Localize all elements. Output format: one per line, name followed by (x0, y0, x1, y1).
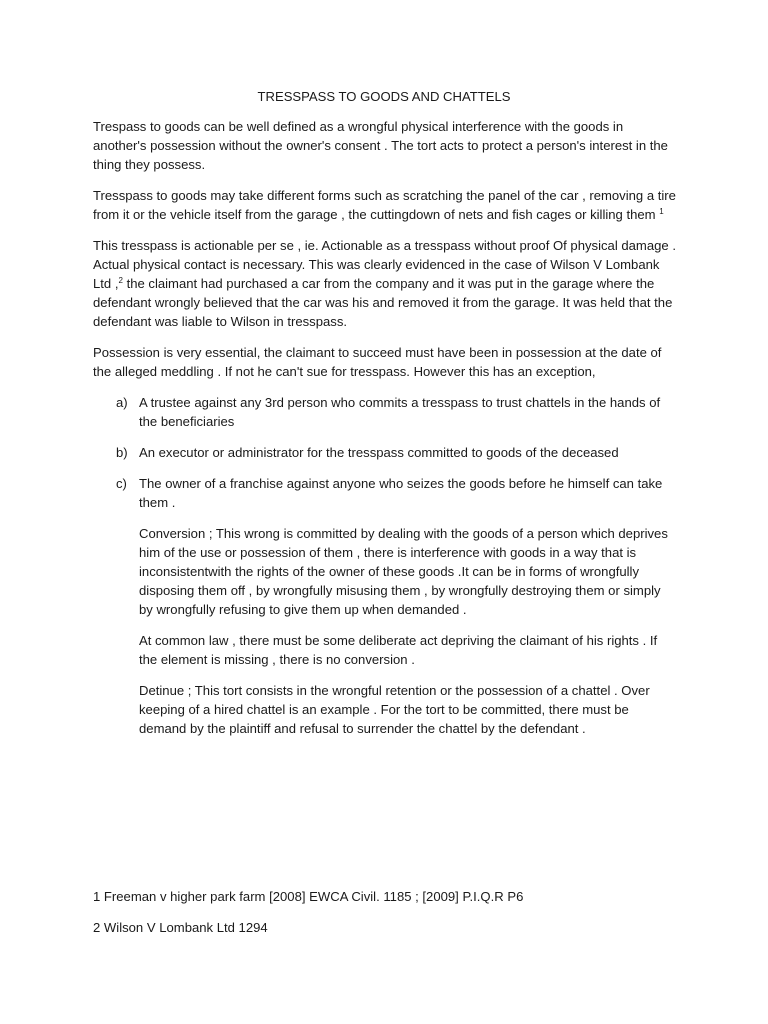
list-item-text: The owner of a franchise against anyone who seizes the goods before he himself can take them . (139, 476, 663, 510)
paragraph-actionable-text-b: the claimant had purchased a car from the company and it was put in the garage where the defendant wrongly believed that the car was his and removed it from the garage. It was held that the defendant was liable to Wilson in tresspass. (93, 276, 673, 329)
paragraph-possession (93, 343, 677, 381)
list-item (93, 474, 677, 512)
footnote-ref-2: 2 (118, 276, 123, 285)
paragraph-forms (93, 186, 677, 224)
list-item-text: An executor or administrator for the tresspass committed to goods of the deceased (139, 445, 619, 460)
list-marker: a) (116, 395, 128, 410)
exceptions-list (93, 393, 677, 512)
footnote-1: 1 Freeman v higher park farm [2008] EWCA Civil. 1185 ; [2009] P.I.Q.R P6 (93, 889, 524, 904)
paragraph-possession-text: Possession is very essential, the claimant to succeed must have been in possession at the date of the alleged meddling . If not he can't sue for tresspass. However this has an exception, (93, 345, 662, 379)
paragraph-conversion: Conversion ; This wrong is committed by dealing with the goods of a person which deprives him of the use or possession of them , there is interference with goods in a way that is inconsistentwith the rights of the owner of these goods .It can be in forms of wrongfully disposing them off , by wrongfully misusing them , by wrongfully destroying them or simply by wrongfully refusing to give them up when demanded . (139, 526, 668, 617)
paragraph-actionable (93, 236, 677, 331)
list-item-text: A trustee against any 3rd person who commits a tresspass to trust chattels in the hands of the beneficiaries (139, 395, 661, 429)
paragraph-forms-text: Tresspass to goods may take different forms such as scratching the panel of the car , removing a tire from it or the vehicle itself from the garage , the cuttingdown of nets and fish cages or killing them (93, 188, 676, 222)
footnote-2: 2 Wilson V Lombank Ltd 1294 (93, 920, 268, 935)
paragraph-common-law: At common law , there must be some deliberate act depriving the claimant of his rights . If the element is missing , there is no conversion . (139, 633, 658, 667)
paragraph-definition-text: Trespass to goods can be well defined as a wrongful physical interference with the goods in another's possession without the owner's consent . The tort acts to protect a person's interest in the thing they possess. (93, 119, 668, 172)
paragraph-definition (93, 117, 677, 174)
list-item (93, 393, 677, 431)
list-marker: b) (116, 445, 128, 460)
paragraph-detinue: Detinue ; This tort consists in the wrongful retention or the possession of a chattel . Over keeping of a hired chattel is an example . For the tort to be committed, there must be demand by the plaintiff and refusal to surrender the chattel by the defendant . (139, 683, 650, 736)
list-marker: c) (116, 476, 127, 491)
paragraph-actionable-text-a: This tresspass is actionable per se , ie. Actionable as a tresspass without proof Of physical damage . Actual physical contact is necessary. This was clearly evidenced in the case of Wilson V Lombank Ltd , (93, 238, 676, 291)
footnote-ref-1: 1 (659, 207, 664, 216)
indented-section (93, 524, 677, 738)
document-title: TRESSPASS TO GOODS AND CHATTELS (257, 89, 511, 104)
document-body (93, 117, 677, 750)
list-item (93, 443, 677, 462)
